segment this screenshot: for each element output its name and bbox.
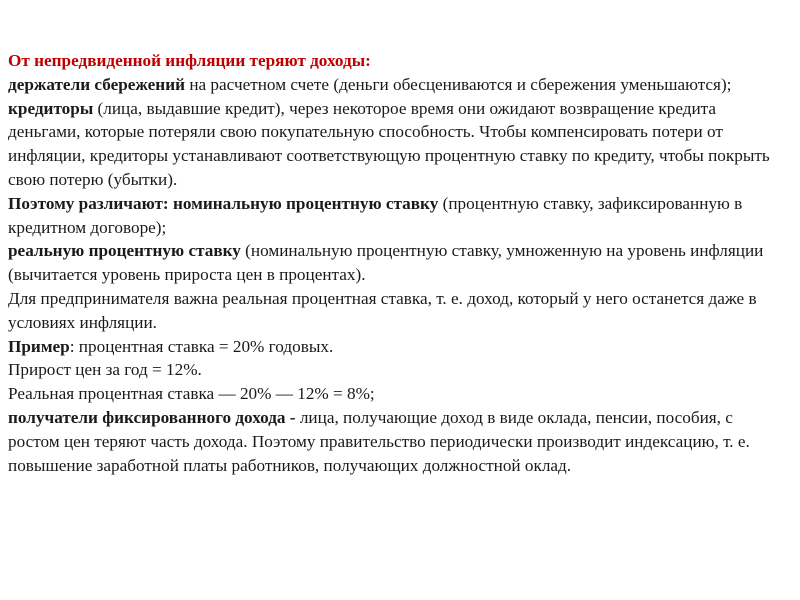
term-creditors: кредиторы (8, 98, 94, 118)
text-price-growth: Прирост цен за год = 12%. (8, 360, 202, 380)
slide-title: От непредвиденной инфляции теряют доходы: (8, 51, 371, 70)
term-nominal-rate: Поэтому различают: номинальную процентную ставку (8, 193, 439, 213)
paragraph-price-growth (8, 358, 783, 382)
term-savings-holders: держатели сбережений (8, 74, 186, 94)
text-fixed-income: лица, получающие доход в виде оклада, пенсии, пособия, с ростом цен теряют часть дохода. Поэтому правительство периодически производит индексацию, т. е. повышение заработной платы работников, получающих должностной оклад. (8, 407, 750, 475)
paragraph-fixed-income (8, 406, 783, 477)
text-creditors: (лица, выдавшие кредит), через некоторое время они ожидают возвращение кредита деньгами, которые потеряли свою покупательную способность. Чтобы компенсировать потери от инфляции, кредиторы устанавливают соответствующую процентную ставку по кредиту, чтобы покрыть свою потерю (убытки). (8, 98, 770, 189)
text-entrepreneur: Для предпринимателя важна реальная процентная ставка, т. е. доход, который у него останется даже в условиях инфляции. (8, 288, 757, 332)
paragraph-real-rate-calc (8, 382, 783, 406)
text-real-rate-calc: Реальная процентная ставка — 20% — 12% = 8%; (8, 384, 375, 404)
paragraph-entrepreneur (8, 287, 783, 335)
paragraph-nominal-rate (8, 192, 783, 240)
paragraph-savings-holders (8, 73, 783, 97)
paragraph-creditors (8, 97, 783, 192)
paragraph-real-rate (8, 239, 783, 287)
text-savings-holders: на расчетном счете (деньги обесцениваются и сбережения уменьшаются); (185, 74, 732, 94)
term-real-rate: реальную процентную ставку (8, 241, 241, 261)
slide-body (8, 49, 783, 477)
term-example: Пример (8, 336, 70, 356)
term-fixed-income: получатели фиксированного дохода - (8, 407, 296, 427)
text-example: : процентная ставка = 20% годовых. (69, 336, 334, 356)
text-real-rate: (номинальную процентную ставку, умноженную на уровень инфляции (вычитается уровень прироста цен в процентах). (8, 241, 764, 285)
paragraph-example (8, 335, 783, 359)
text-nominal-rate: (процентную ставку, зафиксированную в кредитном договоре); (8, 193, 743, 237)
